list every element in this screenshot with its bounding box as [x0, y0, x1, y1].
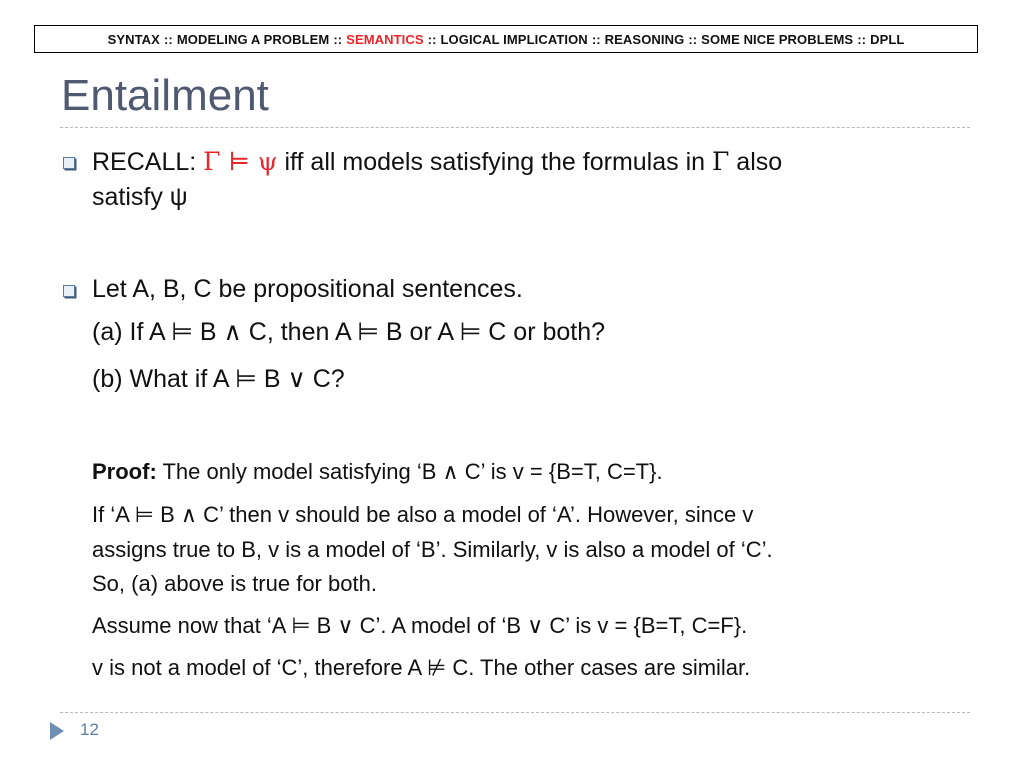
- proof-para4: v is not a model of ‘C’, therefore A ⊭ C. The other cases are similar.: [92, 655, 751, 680]
- nav-item-reasoning[interactable]: REASONING: [604, 31, 685, 47]
- entails-psi: ⊨ ψ: [220, 147, 278, 176]
- bullet-propositional: Let A, B, C be propositional sentences.: [92, 275, 523, 303]
- recall-rest: iff all models satisfying the formulas in: [277, 148, 712, 176]
- proof-para2-line2: assigns true to B, v is a model of ‘B’. Similarly, v is also a model of ‘C’.: [92, 537, 773, 562]
- slide-title: Entailment: [61, 71, 269, 120]
- footer-divider: [60, 712, 970, 713]
- proof-label: Proof:: [92, 459, 157, 484]
- nav-item-logical-implication[interactable]: LOGICAL IMPLICATION: [440, 31, 588, 47]
- bullet-marker-icon: [63, 285, 75, 297]
- bullet-marker-icon: [63, 157, 75, 169]
- nav-separator: ::: [163, 31, 173, 47]
- breadcrumb-nav: [34, 25, 978, 53]
- nav-separator: ::: [591, 31, 601, 47]
- recall-prefix: RECALL:: [92, 148, 204, 176]
- bullet-recall: [92, 145, 782, 179]
- recall-rest-2: also: [729, 148, 783, 176]
- recall-line-2: satisfy ψ: [92, 183, 188, 211]
- gamma-symbol: Γ: [203, 147, 221, 176]
- nav-separator: ::: [333, 31, 343, 47]
- question-a: (a) If A ⊨ B ∧ C, then A ⊨ B or A ⊨ C or both?: [92, 318, 606, 346]
- nav-item-nice-problems[interactable]: SOME NICE PROBLEMS: [701, 31, 854, 47]
- nav-item-syntax[interactable]: SYNTAX: [107, 31, 160, 47]
- nav-separator: ::: [857, 31, 867, 47]
- proof-text: The only model satisfying ‘B ∧ C’ is v = {B=T, C=T}.: [156, 459, 663, 484]
- nav-item-modeling[interactable]: MODELING A PROBLEM: [176, 31, 330, 47]
- nav-item-semantics[interactable]: SEMANTICS: [346, 31, 424, 47]
- nav-separator: ::: [688, 31, 698, 47]
- gamma-symbol-2: Γ: [711, 147, 730, 176]
- question-b: (b) What if A ⊨ B ∨ C?: [92, 365, 345, 393]
- nav-separator: ::: [427, 31, 437, 47]
- title-divider: [60, 127, 970, 128]
- nav-item-dpll[interactable]: DPLL: [870, 31, 905, 47]
- play-arrow-icon: [50, 722, 64, 740]
- proof-para2-line1: If ‘A ⊨ B ∧ C’ then v should be also a model of ‘A’. However, since v: [92, 502, 754, 527]
- proof-para3: Assume now that ‘A ⊨ B ∨ C’. A model of ‘B ∨ C’ is v = {B=T, C=F}.: [92, 613, 748, 638]
- proof-para2-line3: So, (a) above is true for both.: [92, 571, 377, 596]
- page-number: 12: [80, 720, 99, 739]
- proof-line-1: [92, 455, 663, 489]
